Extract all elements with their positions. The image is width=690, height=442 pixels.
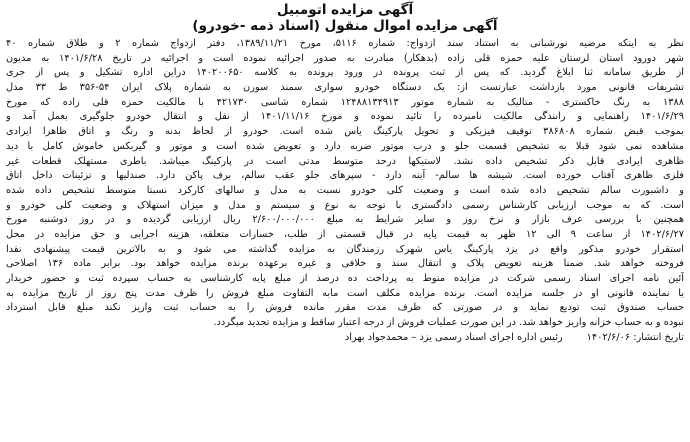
body-line: یا نماینده قانونی او در جلسه مزایده است. برنده مزایده مکلف است مابه التفاوت مبلغ فروش را ظرف مدت پنج روز از تاریخ مزایده به	[6, 287, 684, 299]
body-line: مشاهده نمی شود قبلا به تشخیص قسمت جلو و درب موتور ضربه دارد و تعویض شده است و موتور و گیربکس خاموش کامل با دید	[6, 140, 684, 152]
body-line: همچنین با بررسی عرف بازار و نرخ روز و سایر شرایط به مبلغ ۲/۶۰۰/۰۰۰/۰۰۰ ریال ارزیابی گردیده و در روز دوشنبه مورخ	[6, 214, 684, 226]
auction-notice	[4, 2, 686, 440]
body-line: ۱۳۸۸ به رنگ خاکستری - متالیک به شماره موتور ۱۲۴۸۸۱۳۴۹۱۳ شماره شاسی ۴۲۱۷۳۰ با مالکیت حمزه قلی زاده که مورخ	[6, 96, 684, 108]
notice-title: آگهی مزایده اتومبیل	[276, 2, 414, 18]
body-line: ظاهری ایرادی قابل ذکر تشخیص داده نشد. لاستیکها درحد متوسط مدتی است در پارکینگ میباشد. باطری مستهلک قطعات غیر	[6, 155, 684, 167]
publication-date: تاریخ انتشار: ۱۴۰۲/۶/۰۶	[586, 331, 684, 343]
body-line: است. که به موجب ارزیابی کارشناس رسمی دادگستری با توجه به نوع و سیستم و مدل و میزان استهلاک و وضعیت کلی خودرو و	[6, 199, 684, 211]
body-line: استقرار خودرو مذکور واقع در یزد پارکینگ یاس شهرک رزمندگان به مزایده گذاشته می شود و به بالاترین قیمت پیشنهادی نقدا	[6, 243, 684, 255]
body-line: ۱۴۰۱/۶/۲۹ راهنمایی و رانندگی مالکیت نامبرده را تائید نموده و مورخ ۱۴۰۱/۱۱/۱۶ از نقل و انتقال خودرو جلوگیری بعمل آمد و	[6, 111, 684, 123]
body-line: ۱۴۰۲/۶/۲۷ از ساعت ۹ الی ۱۲ ظهر به قیمت پایه در قبال قسمتی از طلب، خسارات متعلقه، هزینه اجرایی و حق مزایده در محل	[6, 228, 684, 240]
signature: رئیس اداره اجرای اسناد رسمی یزد – محمدجواد بهراد	[344, 331, 563, 343]
notice-body	[6, 37, 684, 331]
body-line: فروخته خواهد شد. ضمنا هزینه تعویض پلاک و انتقال سند و خلافی و غیره برعهده برنده مزایده خواهد بود. برابر ماده ۱۳۶ اصلاحی	[6, 258, 684, 270]
body-line: و داشبورت سالم تشخیص داده شده است و وضعیت کلی خودرو نسبت به مدل و سالهای کارکرد نسبتا متوسط تشخیص داده شده	[6, 184, 684, 196]
body-line: شهر دورود استان لرستان علیه حمزه قلی زاده (بدهکار) مبادرت به صدور اجرائیه نموده است و اجرائیه در تاریخ ۱۴۰۱/۶/۲۸ به مدیون	[6, 52, 684, 64]
body-line: آئین نامه اجرای اسناد رسمی شرکت در مزایده منوط به پرداخت ده درصد از مبلغ پایه کارشناسی به حساب سپرده ثبت و حضور خریدار	[6, 273, 684, 284]
body-line: نظر به اینکه مرضیه نورشبانی به استناد سند ازدواج: شماره ۵۱۱۶، مورخ ۱۳۸۹/۱۱/۲۱، دفتر ازدواج شماره ۲ و طلاق شماره ۴۰	[6, 38, 684, 49]
body-line: بموجب قبض شماره ۳۸۶۸۰۸ توقیف فیزیکی و تحویل پارکینگ یاس شده است. خودرو از لحاظ بدنه و رنگ و اتاق ظاهرا ایرادی	[6, 126, 684, 138]
body-line: حساب صندوق ثبت تودیع نماید و در صورتی که ظرف مدت مقرر مانده فروش را به حساب ثبت واریز نکند مبلغ قابل استرداد	[6, 302, 684, 314]
notice-subtitle: آگهی مزایده اموال منقول (اسناد ذمه -خودرو)	[192, 18, 498, 34]
body-line: از طریق سامانه ثنا ابلاغ گردید. که پس از ثبت پرونده در ورود پرونده به کلاسه ۱۴۰۲۰۰۶۵۰ دراین اداره تشکیل و پس از جری	[6, 67, 684, 79]
notice-footer	[6, 331, 684, 345]
body-line: نبوده و به حساب خزانه واریز خواهد شد. در این صورت عملیات فروش از درجه اعتبار ساقط و مزایده تجدید میگردد.	[213, 317, 684, 329]
body-line: تشریفات قانونی مورد بازداشت عبارتست از: یک دستگاه خودرو سواری سمند سورن به شماره پلاک ایران ۵۴-۳۵۶ ط ۳۳ مدل	[6, 82, 684, 94]
body-line: فلزی ظاهری آفتاب خورده است. شیشه ها سالم- آینه دارد - سپرهای جلو عقب سالم، برف پاکن دارد. صندلیها و تزئینات داخل اتاق	[6, 170, 684, 182]
